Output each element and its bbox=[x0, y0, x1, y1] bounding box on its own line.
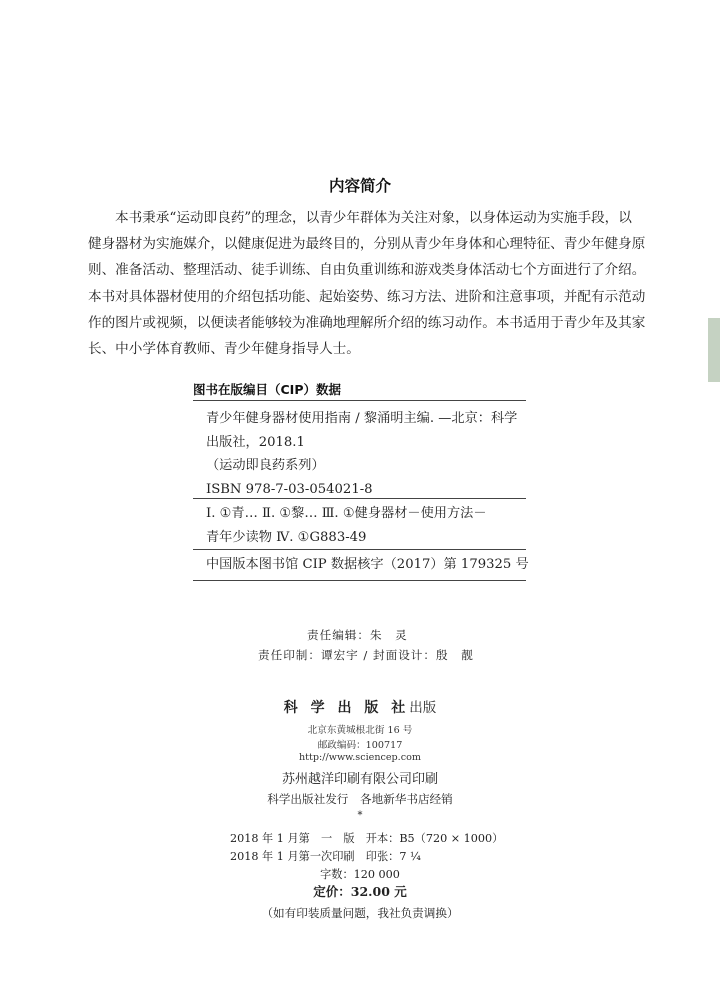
cip-line: 青年少读物 Ⅳ. ①G883-49 bbox=[206, 529, 367, 545]
summary-line: 作的图片或视频，以便读者能够较为准确地理解所介绍的练习动作。本书适用于青少年及其家 bbox=[88, 314, 646, 331]
summary-text bbox=[88, 205, 646, 362]
divider bbox=[193, 549, 526, 550]
editor-line: 责任编辑：朱 灵 bbox=[307, 628, 408, 642]
publisher-line bbox=[0, 696, 720, 717]
summary-title: 内容简介 bbox=[328, 177, 391, 195]
divider bbox=[193, 498, 526, 499]
cip-line: 青少年健身器材使用指南 / 黎涌明主编. —北京：科学 bbox=[206, 411, 518, 426]
edition-line: 2018 年 1 月第 一 版 开本：B5（720 × 1000） bbox=[230, 832, 504, 845]
distribution-line: 科学出版社发行 各地新华书店经销 bbox=[267, 792, 453, 806]
summary-line: 长、中小学体育教师、青少年健身指导人士。 bbox=[88, 341, 360, 358]
cip-line: ISBN 978-7-03-054021-8 bbox=[206, 481, 373, 497]
summary-line: 本书秉承“运动即良药”的理念，以青少年群体为关注对象，以身体运动为实施手段，以 bbox=[115, 210, 632, 226]
cip-line: 出版社，2018.1 bbox=[206, 434, 305, 450]
separator-star: * bbox=[357, 810, 363, 821]
publisher-address: 北京东黄城根北街 16 号 bbox=[307, 725, 413, 736]
divider bbox=[193, 400, 526, 401]
page-edge-tab bbox=[708, 318, 720, 382]
cip-heading: 图书在版编目（CIP）数据 bbox=[193, 382, 341, 397]
cip-bibliographic-block bbox=[206, 407, 517, 501]
cip-line: （运动即良药系列） bbox=[206, 458, 325, 473]
publisher-postcode: 邮政编码：100717 bbox=[317, 740, 403, 751]
publisher-name: 科 学 出 版 社 bbox=[283, 700, 410, 716]
printer-line: 苏州越洋印刷有限公司印刷 bbox=[281, 772, 438, 787]
summary-line: 健身器材为实施媒介，以健康促进为最终目的，分别从青少年身体和心理特征、青少年健身原 bbox=[88, 236, 646, 253]
price: 定价：32.00 元 bbox=[313, 884, 407, 899]
printing-line: 2018 年 1 月第一次印刷 印张：7 ¼ bbox=[230, 850, 421, 863]
cip-classification-block bbox=[206, 502, 487, 549]
cip-record-number: 中国版本图书馆 CIP 数据核字（2017）第 179325 号 bbox=[206, 557, 529, 572]
summary-line: 本书对具体器材使用的介绍包括功能、起始姿势、练习方法、进阶和注意事项，并配有示范动 bbox=[88, 288, 646, 305]
summary-line: 则、准备活动、整理活动、徒手训练、自由负重训练和游戏类身体活动七个方面进行了介绍。 bbox=[88, 262, 646, 279]
production-line: 责任印制：谭宏宇 / 封面设计：殷 靓 bbox=[258, 648, 474, 662]
publisher-suffix: 出版 bbox=[409, 700, 437, 716]
publisher-website: http://www.sciencep.com bbox=[299, 752, 421, 763]
cip-line: Ⅰ. ①青… Ⅱ. ①黎… Ⅲ. ①健身器材－使用方法－ bbox=[206, 506, 487, 521]
divider bbox=[193, 580, 526, 581]
quality-notice: （如有印装质量问题，我社负责调换） bbox=[261, 906, 459, 920]
word-count: 字数：120 000 bbox=[320, 868, 400, 881]
